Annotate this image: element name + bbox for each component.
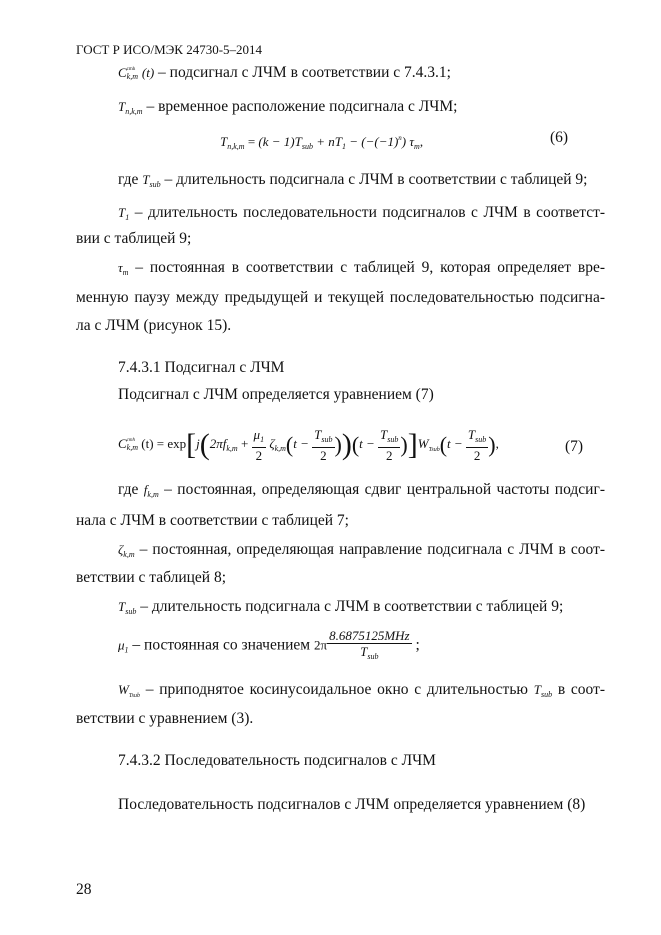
definition-zeta-cont: ветствии с таблицей 8; — [76, 569, 227, 586]
page-number: 28 — [76, 881, 92, 898]
definition-tau-cont2: ла с ЛЧМ (рисунок 15). — [76, 317, 232, 334]
definition-t-sub: где $T_{sub}$ – длительность подсигнала с ЛЧМ в соответствии с таблицей 9; — [118, 171, 588, 189]
definition-t1-cont: вии с таблицей 9; — [76, 230, 192, 247]
equation-7: C cmh k,m $(t) = \exp[j(2\pi f_{k,m}$ + $\frac{\mu_1}{2}$ $\zeta_{k,m}(t$ − $\frac{T_{sub}}{2}$ ))(t − $\frac{T_{sub}}{2}$ )]$W_{Tsub}(t$ − $\frac{T_{sub}}{2}$ ), — [118, 427, 499, 464]
document-header: ГОСТ Р ИСО/МЭК 24730-5–2014 — [76, 42, 263, 57]
definition-tau: $\tau_m$ – постоянная в соответствии с таблицей 9, которая определяет вре- — [118, 259, 605, 277]
equation-7-number: (7) — [565, 438, 584, 455]
definition-w: $W_{Tsub}$ – приподнятое косинусоидальное окно с длительностью $T_{sub}$ в соот- — [118, 681, 606, 699]
definition-zeta: $\zeta_{k,m}$ – постоянная, определяющая направление подсигнала с ЛЧМ в соот- — [118, 541, 605, 559]
definition-tau-cont: менную паузу между предыдущей и текущей последовательностью подсигна- — [76, 289, 605, 306]
section-heading-7-4-3-2: 7.4.3.2 Последовательность подсигналов с ЛЧМ — [118, 752, 436, 769]
definition-t1: $T_1$ – длительность последовательности подсигналов с ЛЧМ в соответст- — [118, 204, 606, 222]
section-intro-7-4-3-2: Последовательность подсигналов с ЛЧМ определяется уравнением (8) — [118, 796, 586, 813]
definition-f-km: где $f_{k,m}$ – постоянная, определяющая сдвиг центральной частоты подсиг- — [118, 481, 605, 499]
definition-t-sub-2: $T_{sub}$ – длительность подсигнала с ЛЧМ в соответствии с таблицей 9; — [118, 598, 564, 616]
section-intro-7-4-3-1: Подсигнал с ЛЧМ определяется уравнением (7) — [118, 386, 434, 403]
equation-6: $T_{n,k,m} = (k - 1)T_{sub} + nT_1 - (-(-1)^n)$ $\tau_m$, — [220, 134, 424, 151]
definition-w-cont: ветствии с уравнением (3). — [76, 710, 254, 727]
definition-t-nkm: $T_{n,k,m}$ – временное расположение подсигнала с ЛЧМ; — [118, 98, 458, 116]
definition-f-km-cont: нала с ЛЧМ в соответствии с таблицей 7; — [76, 512, 349, 529]
definition-c-km: C cmh k,m (t) – подсигнал с ЛЧМ в соответствии с 7.4.3.1; — [118, 64, 451, 81]
definition-mu: $\mu_1$ – постоянная со значением 2π $\frac{\text{8.6875125MHz}}{T_{sub}}$ ; — [118, 628, 420, 661]
section-heading-7-4-3-1: 7.4.3.1 Подсигнал с ЛЧМ — [118, 359, 285, 376]
equation-6-number: (6) — [550, 129, 569, 146]
